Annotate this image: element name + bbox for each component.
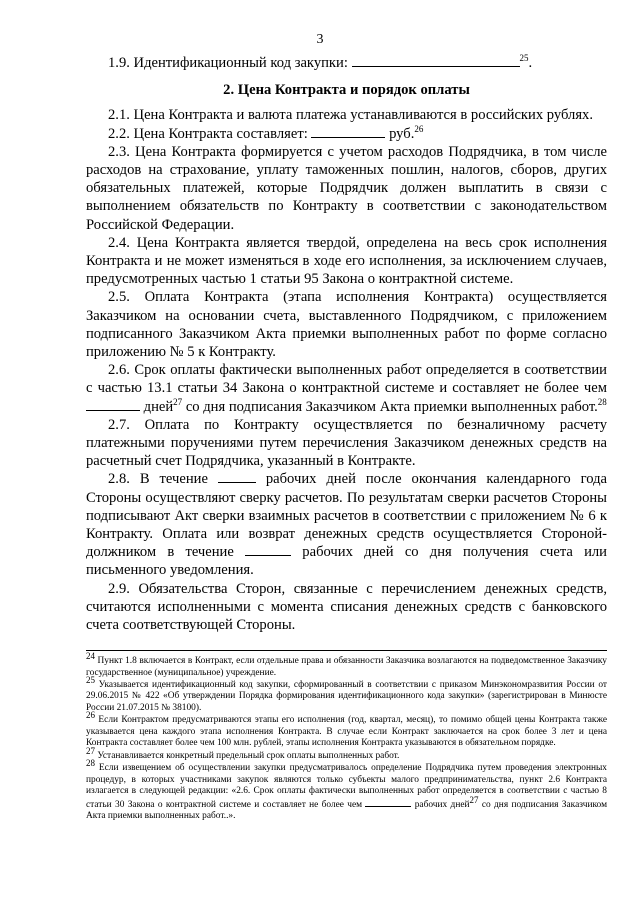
footnote-26-number: 26: [86, 710, 95, 721]
footnote-28-text: Если извещением об осуществлении закупки предусматривалось определение Подрядчика путем проведения электронных процедур, в которых участниками закупок являются только субъекты малого предпринимательства, пункт 2.6 Контракта излагается в следующей редакции: «2.6. Срок оплаты фактически выполненных работ определяется в соответствии с частью 8 статьи 30 Закона о контрактной системе и составляет не более чем: [86, 763, 607, 810]
footnote-28-ref: 27: [469, 794, 479, 805]
clause-2-6: [86, 361, 607, 416]
clause-1-9-text: 1.9. Идентификационный код закупки:: [108, 55, 352, 71]
clause-2-6-days: дней: [140, 398, 174, 415]
footnote-ref-25: 25: [519, 53, 529, 64]
clause-2-8-middle: рабочих дней после окончания календарного года Стороны осуществляют сверку расчетов. По результатам сверки расчетов Стороны подписывают Акт сверки взаимных расчетов в соответствии с приложением № 6 к Контракту. Оплата или возврат денежных средств осуществляется Стороной-должником в течение: [86, 471, 607, 561]
footnote-26-text: Если Контрактом предусматриваются этапы его исполнения (год, квартал, месяц), то помимо общей цены Контракта также указывается цена каждого этапа исполнения Контракта. В случае если Контракт заключается на срок более 3 лет и цена Контракта составляет более чем 100 млн. рублей, этапы исполнения Контракта указываются в обязательном порядке.: [86, 715, 607, 749]
debtor-days-blank: [245, 543, 291, 556]
footnote-25-text: Указывается идентификационный код закупки, сформированный в соответствии с приказом Минэкономразвития России от 29.06.2015 № 422 «Об утверждении Порядка формирования идентификационного кода закупки» (зарегистрирован в Минюсте России 21.07.2015 № 38100).: [86, 680, 607, 713]
footnote-28-number: 28: [86, 758, 95, 769]
footnotes: [86, 651, 607, 823]
footnote-days-blank: [365, 798, 411, 807]
clause-2-2-text: 2.2. Цена Контракта составляет:: [108, 125, 312, 142]
footnote-27-text: Устанавливается конкретный предельный срок оплаты выполненных работ.: [95, 750, 400, 761]
clause-2-1: 2.1. Цена Контракта и валюта платежа устанавливаются в российских рублях.: [108, 107, 593, 124]
page-number: 3: [316, 32, 324, 47]
clause-2-3: 2.3. Цена Контракта формируется с учетом расходов Подрядчика, в том числе расходов на страхование, уплату таможенных пошлин, налогов, сборов, других обязательных платежей, которые Подрядчик должен выплатить в связи с выполнением обязательств по Контракту в соответствии с законодательством Российской Федерации.: [86, 143, 607, 233]
reconciliation-days-blank: [218, 470, 256, 483]
footnote-24: [86, 651, 607, 679]
footnote-28: [86, 758, 607, 822]
clause-1-9: [86, 54, 607, 72]
footnote-25-number: 25: [86, 674, 95, 685]
clause-2-2: [86, 125, 607, 143]
footnote-27: [86, 745, 607, 763]
payment-days-blank: [86, 398, 140, 411]
clause-2-9: 2.9. Обязательства Сторон, связанные с перечислением денежных средств, считаются исполненными с момента списания денежных средств с банковского счета соответствующей Стороны.: [86, 580, 607, 634]
footnote-25: [86, 674, 607, 714]
footnote-24-text: Пункт 1.8 включается в Контракт, если отдельные права и обязанности Заказчика возлагаются на подведомственное Заказчику государственное (муниципальное) учреждение.: [86, 656, 607, 678]
footnote-28-days: рабочих дней: [411, 799, 470, 810]
clause-2-5: 2.5. Оплата Контракта (этапа исполнения Контракта) осуществляется Заказчиком на основании счета, выставленного Подрядчиком, с приложением подписанного Заказчиком Акта приемки выполненных работ по форме согласно приложению № 5 к Контракту.: [86, 289, 607, 361]
footnote-28-rest: со дня подписания Заказчиком Акта приемки выполненных работ..».: [86, 799, 607, 821]
main-text: [86, 54, 607, 634]
procurement-code-blank: [352, 54, 520, 67]
clause-2-8: [86, 470, 607, 579]
section-title: 2. Цена Контракта и порядок оплаты: [223, 82, 470, 99]
clause-1-9-end: .: [528, 55, 533, 71]
footnote-27-number: 27: [86, 745, 95, 756]
clause-2-8-rest: рабочих дней со дня получения счета или письменного уведомления.: [86, 544, 607, 579]
footnote-26: [86, 710, 607, 749]
clause-2-8-text: 2.8. В течение: [108, 471, 218, 488]
price-blank: [311, 125, 385, 138]
clause-2-4: 2.4. Цена Контракта является твердой, определена на весь срок исполнения Контракта и не может изменяться в ходе его исполнения, за исключением случаев, предусмотренных частью 1 статьи 95 Закона о контрактной системе.: [86, 234, 607, 288]
footnote-24-number: 24: [86, 651, 95, 661]
footnote-ref-27: 27: [173, 396, 183, 407]
clause-2-7: 2.7. Оплата по Контракту осуществляется по безналичному расчету платежными поручениями путем перечисления Заказчиком денежных средств на расчетный счет Подрядчика, указанный в Контракте.: [86, 416, 607, 470]
clause-2-2-currency: руб.: [385, 125, 415, 142]
footnote-ref-26: 26: [414, 123, 424, 134]
clause-2-6-rest: со дня подписания Заказчиком Акта приемки выполненных работ.: [182, 398, 598, 415]
clause-2-6-text: 2.6. Срок оплаты фактически выполненных работ определяется в соответствии с частью 13.1 статьи 34 Закона о контрактной системе и составляет не более чем: [86, 362, 607, 397]
footnote-ref-28: 28: [597, 396, 607, 407]
footnote-separator: [86, 650, 607, 651]
